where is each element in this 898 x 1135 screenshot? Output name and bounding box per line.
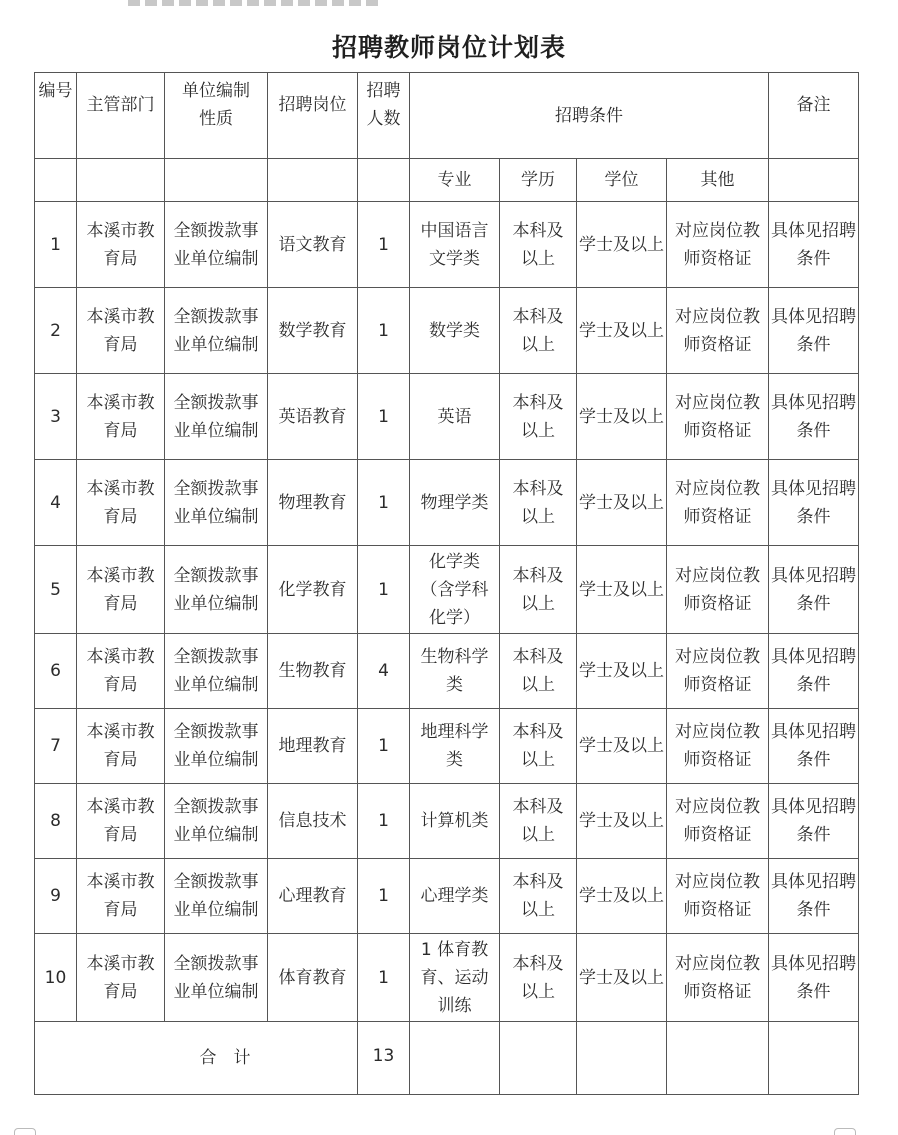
row-number: 3: [35, 374, 77, 460]
table-row: [35, 460, 859, 546]
table-row: [35, 288, 859, 374]
count-cell: 1: [358, 202, 410, 288]
remark-cell: 具体见招聘条件: [769, 859, 859, 934]
header-conditions: 招聘条件: [410, 73, 769, 159]
total-empty-cell: [500, 1022, 577, 1095]
total-empty-cell: [410, 1022, 500, 1095]
subheader-empty: [165, 159, 268, 202]
count-cell: 1: [358, 374, 410, 460]
unit-type-cell: 全额拨款事业单位编制: [165, 202, 268, 288]
row-number: 1: [35, 202, 77, 288]
department-cell: 本溪市教育局: [77, 288, 165, 374]
remark-cell: 具体见招聘条件: [769, 784, 859, 859]
unit-type-cell: 全额拨款事业单位编制: [165, 374, 268, 460]
position-cell: 信息技术: [268, 784, 358, 859]
table-row: [35, 934, 859, 1022]
count-cell: 1: [358, 859, 410, 934]
other-requirement-cell: 对应岗位教师资格证: [667, 709, 769, 784]
count-cell: 1: [358, 934, 410, 1022]
other-requirement-cell: 对应岗位教师资格证: [667, 288, 769, 374]
education-cell: 本科及以上: [500, 934, 577, 1022]
header-unit-type: 单位编制性质: [165, 73, 268, 159]
subheader-empty: [77, 159, 165, 202]
department-cell: 本溪市教育局: [77, 934, 165, 1022]
row-number: 5: [35, 546, 77, 634]
major-cell: 生物科学类: [410, 634, 500, 709]
degree-cell: 学士及以上: [577, 859, 667, 934]
header-dept: 主管部门: [77, 73, 165, 159]
other-requirement-cell: 对应岗位教师资格证: [667, 784, 769, 859]
table-row: [35, 546, 859, 634]
department-cell: 本溪市教育局: [77, 374, 165, 460]
subheader-empty: [358, 159, 410, 202]
header-position: 招聘岗位: [268, 73, 358, 159]
row-number: 8: [35, 784, 77, 859]
other-requirement-cell: 对应岗位教师资格证: [667, 546, 769, 634]
department-cell: 本溪市教育局: [77, 634, 165, 709]
subheader-row: [35, 159, 859, 202]
header-no: 编号: [35, 73, 77, 159]
other-requirement-cell: 对应岗位教师资格证: [667, 859, 769, 934]
row-number: 7: [35, 709, 77, 784]
degree-cell: 学士及以上: [577, 288, 667, 374]
row-number: 10: [35, 934, 77, 1022]
total-empty-cell: [577, 1022, 667, 1095]
table-row: [35, 374, 859, 460]
degree-cell: 学士及以上: [577, 784, 667, 859]
total-label: 合 计: [35, 1022, 358, 1095]
department-cell: 本溪市教育局: [77, 546, 165, 634]
count-cell: 1: [358, 784, 410, 859]
degree-cell: 学士及以上: [577, 934, 667, 1022]
major-cell: 中国语言文学类: [410, 202, 500, 288]
unit-type-cell: 全额拨款事业单位编制: [165, 546, 268, 634]
table-row: [35, 859, 859, 934]
other-requirement-cell: 对应岗位教师资格证: [667, 460, 769, 546]
table-row: [35, 784, 859, 859]
subheader-empty: [35, 159, 77, 202]
major-cell: 化学类（含学科化学）: [410, 546, 500, 634]
count-cell: 1: [358, 709, 410, 784]
department-cell: 本溪市教育局: [77, 460, 165, 546]
total-count: 13: [358, 1022, 410, 1095]
remark-cell: 具体见招聘条件: [769, 288, 859, 374]
education-cell: 本科及以上: [500, 634, 577, 709]
count-cell: 1: [358, 288, 410, 374]
degree-cell: 学士及以上: [577, 634, 667, 709]
position-cell: 化学教育: [268, 546, 358, 634]
education-cell: 本科及以上: [500, 460, 577, 546]
count-cell: 1: [358, 460, 410, 546]
education-cell: 本科及以上: [500, 784, 577, 859]
header-count: 招聘人数: [358, 73, 410, 159]
major-cell: 计算机类: [410, 784, 500, 859]
other-requirement-cell: 对应岗位教师资格证: [667, 634, 769, 709]
position-cell: 生物教育: [268, 634, 358, 709]
department-cell: 本溪市教育局: [77, 202, 165, 288]
row-number: 9: [35, 859, 77, 934]
major-cell: 1 体育教育、运动训练: [410, 934, 500, 1022]
unit-type-cell: 全额拨款事业单位编制: [165, 288, 268, 374]
education-cell: 本科及以上: [500, 202, 577, 288]
subheader-other: 其他: [667, 159, 769, 202]
total-empty-cell: [769, 1022, 859, 1095]
major-cell: 心理学类: [410, 859, 500, 934]
subheader-empty: [769, 159, 859, 202]
position-cell: 地理教育: [268, 709, 358, 784]
total-empty-cell: [667, 1022, 769, 1095]
remark-cell: 具体见招聘条件: [769, 934, 859, 1022]
position-cell: 英语教育: [268, 374, 358, 460]
page-title: 招聘教师岗位计划表: [331, 33, 566, 62]
degree-cell: 学士及以上: [577, 374, 667, 460]
position-cell: 语文教育: [268, 202, 358, 288]
education-cell: 本科及以上: [500, 374, 577, 460]
recruitment-plan-table: [34, 72, 859, 1095]
remark-cell: 具体见招聘条件: [769, 634, 859, 709]
department-cell: 本溪市教育局: [77, 859, 165, 934]
count-cell: 4: [358, 634, 410, 709]
total-row: [35, 1022, 859, 1095]
department-cell: 本溪市教育局: [77, 784, 165, 859]
degree-cell: 学士及以上: [577, 546, 667, 634]
table-row: [35, 634, 859, 709]
cropped-top-text: [128, 0, 418, 6]
header-row: [35, 73, 859, 159]
unit-type-cell: 全额拨款事业单位编制: [165, 709, 268, 784]
position-cell: 数学教育: [268, 288, 358, 374]
subheader-empty: [268, 159, 358, 202]
major-cell: 地理科学类: [410, 709, 500, 784]
position-cell: 物理教育: [268, 460, 358, 546]
position-cell: 体育教育: [268, 934, 358, 1022]
education-cell: 本科及以上: [500, 288, 577, 374]
corner-mark-left: [14, 1128, 36, 1135]
degree-cell: 学士及以上: [577, 709, 667, 784]
unit-type-cell: 全额拨款事业单位编制: [165, 859, 268, 934]
education-cell: 本科及以上: [500, 546, 577, 634]
subheader-edu: 学历: [500, 159, 577, 202]
remark-cell: 具体见招聘条件: [769, 202, 859, 288]
count-cell: 1: [358, 546, 410, 634]
education-cell: 本科及以上: [500, 709, 577, 784]
education-cell: 本科及以上: [500, 859, 577, 934]
subheader-degree: 学位: [577, 159, 667, 202]
degree-cell: 学士及以上: [577, 460, 667, 546]
table-row: [35, 709, 859, 784]
corner-mark-right: [834, 1128, 856, 1135]
header-remark: 备注: [769, 73, 859, 159]
table-body: [35, 73, 859, 1095]
remark-cell: 具体见招聘条件: [769, 546, 859, 634]
degree-cell: 学士及以上: [577, 202, 667, 288]
remark-cell: 具体见招聘条件: [769, 460, 859, 546]
position-cell: 心理教育: [268, 859, 358, 934]
other-requirement-cell: 对应岗位教师资格证: [667, 934, 769, 1022]
row-number: 2: [35, 288, 77, 374]
subheader-major: 专业: [410, 159, 500, 202]
remark-cell: 具体见招聘条件: [769, 709, 859, 784]
row-number: 4: [35, 460, 77, 546]
major-cell: 物理学类: [410, 460, 500, 546]
row-number: 6: [35, 634, 77, 709]
other-requirement-cell: 对应岗位教师资格证: [667, 374, 769, 460]
major-cell: 数学类: [410, 288, 500, 374]
unit-type-cell: 全额拨款事业单位编制: [165, 784, 268, 859]
table-row: [35, 202, 859, 288]
remark-cell: 具体见招聘条件: [769, 374, 859, 460]
major-cell: 英语: [410, 374, 500, 460]
unit-type-cell: 全额拨款事业单位编制: [165, 934, 268, 1022]
unit-type-cell: 全额拨款事业单位编制: [165, 634, 268, 709]
department-cell: 本溪市教育局: [77, 709, 165, 784]
unit-type-cell: 全额拨款事业单位编制: [165, 460, 268, 546]
other-requirement-cell: 对应岗位教师资格证: [667, 202, 769, 288]
